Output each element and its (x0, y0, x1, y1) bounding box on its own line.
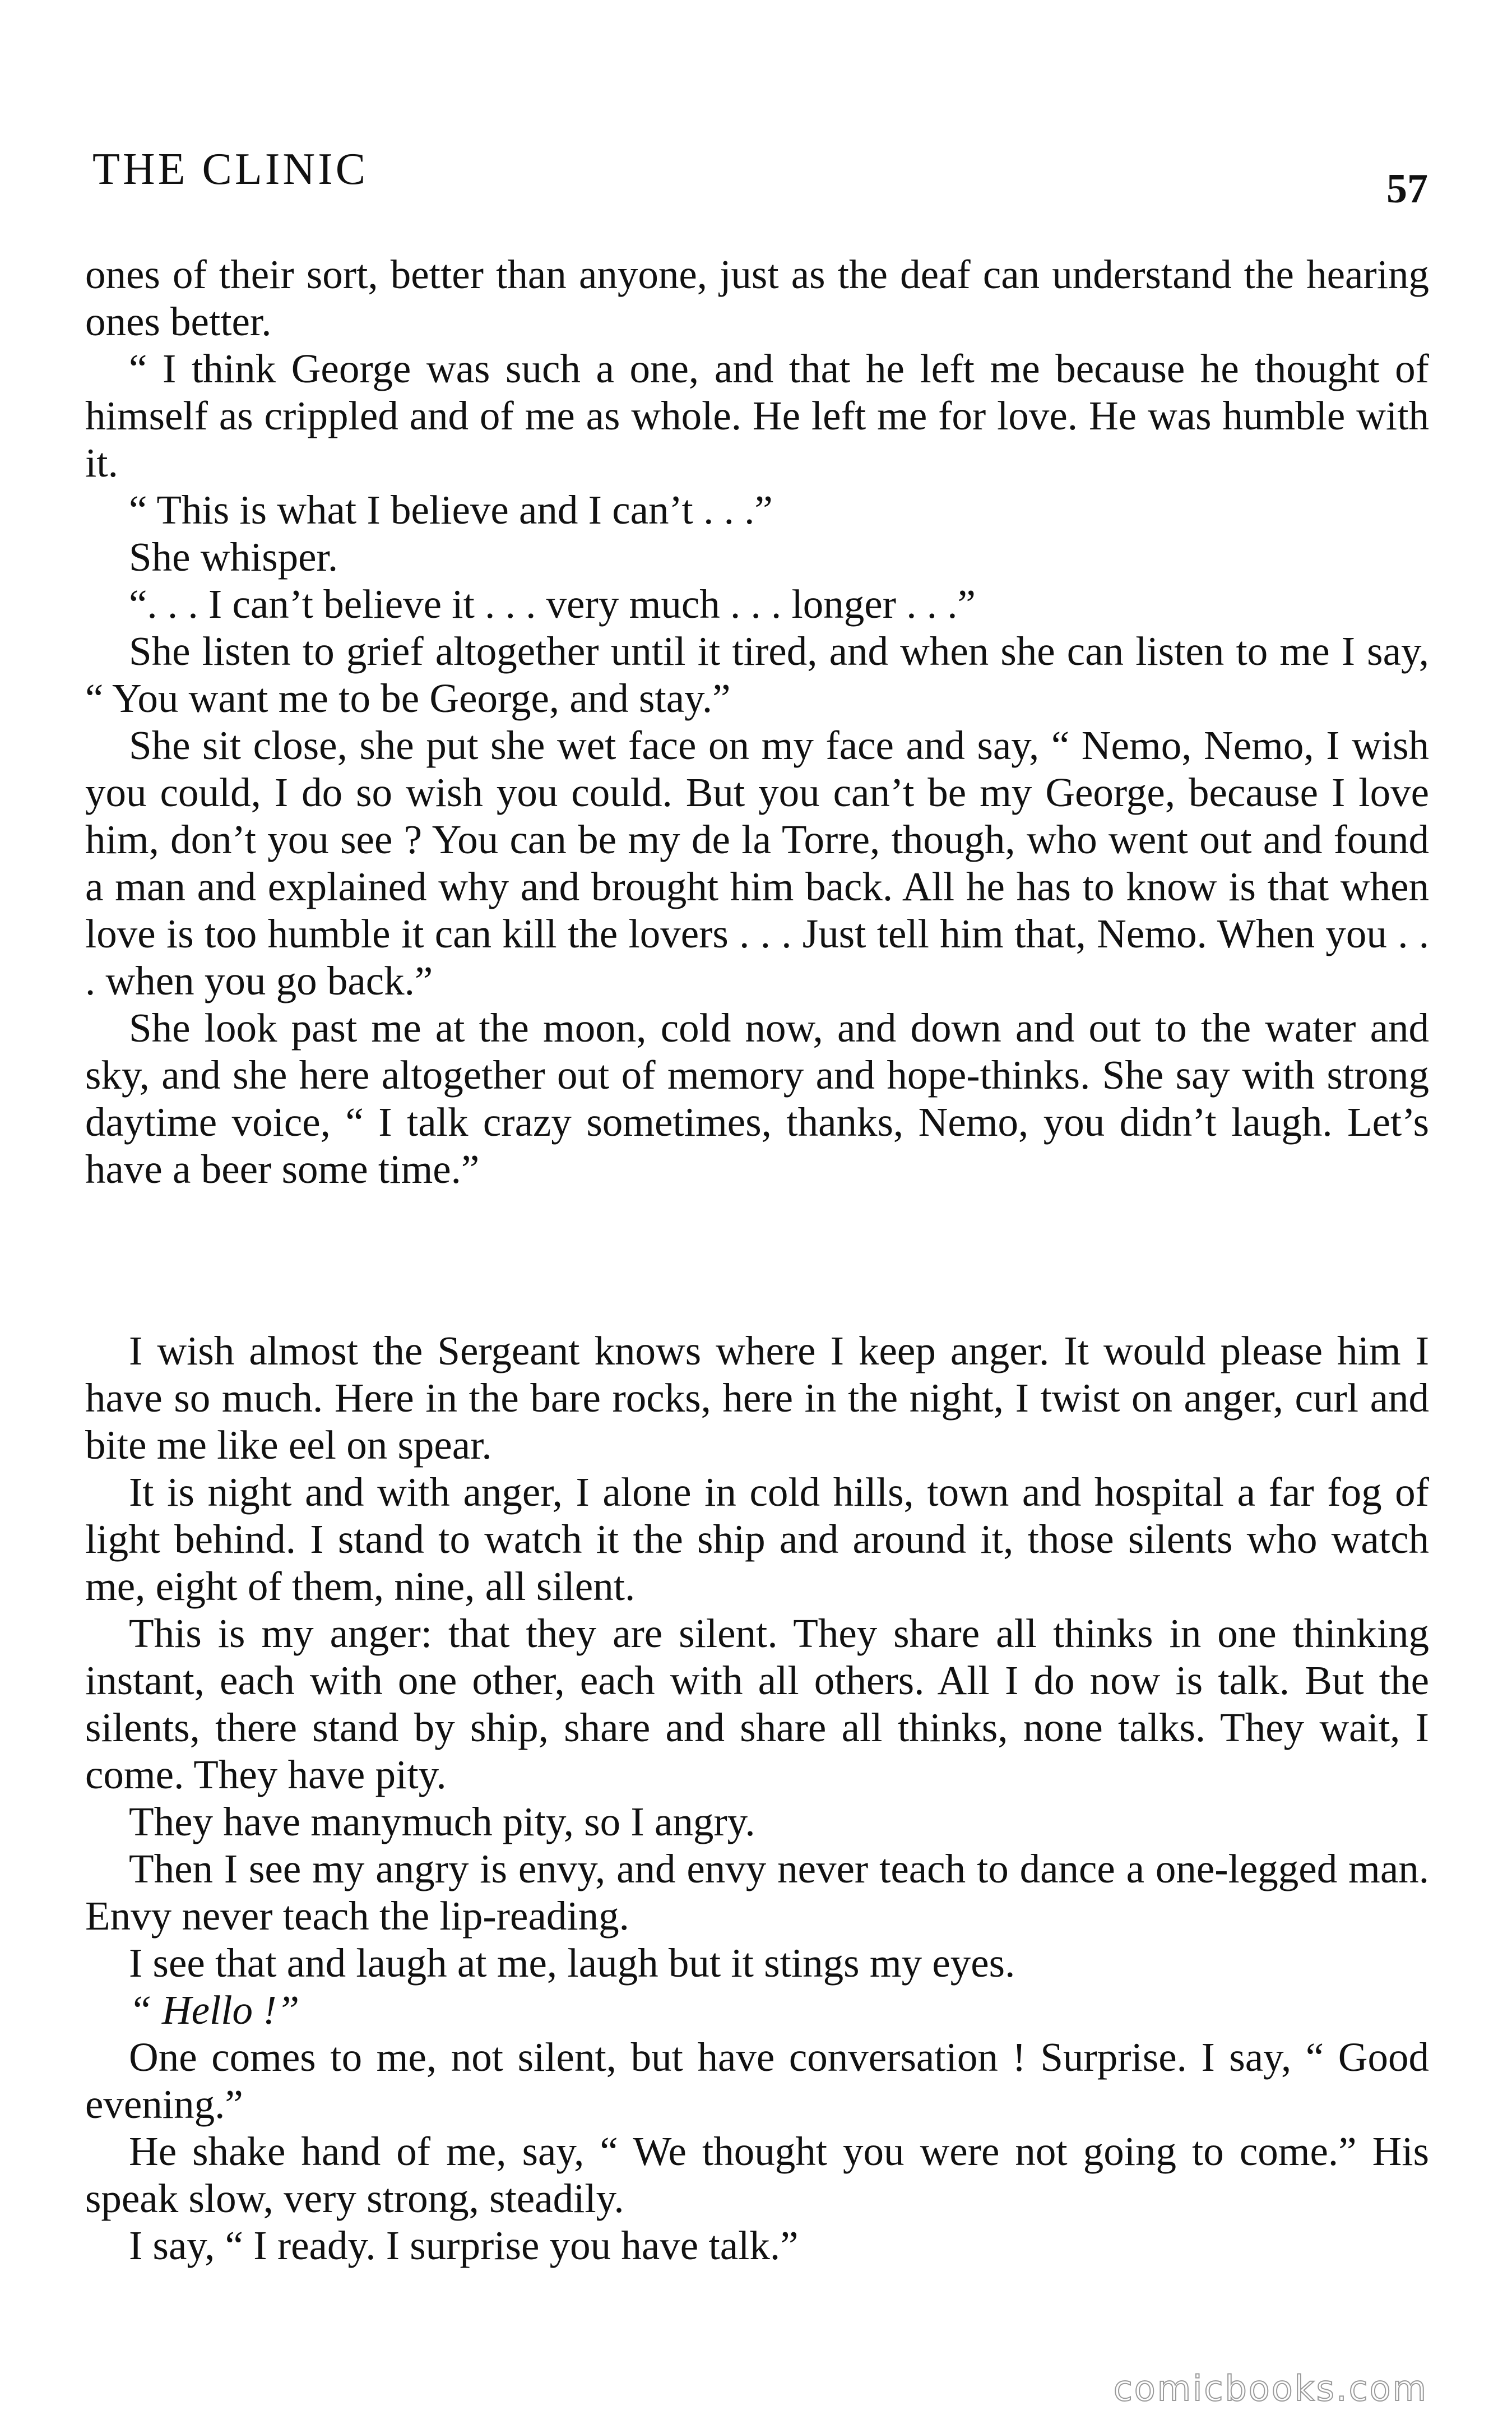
paragraph: She whisper. (129, 534, 338, 580)
paragraph: One comes to me, not silent, but have conversation ! Surprise. I say, “ Good evening.” (85, 2034, 1429, 2127)
running-head: THE CLINIC (92, 145, 369, 194)
text-section-2 (85, 1327, 1429, 2269)
paragraph: This is my anger: that they are silent. They share all thinks in one thinking instant, each with one other, each with all others. All I do now is talk. But the silents, there stand by ship, share and share all thinks, none talks. They wait, I come. They have pity. (85, 1611, 1429, 1797)
paragraph: “. . . I can’t believe it . . . very much . . . longer . . .” (129, 581, 976, 627)
paragraph: Then I see my angry is envy, and envy never teach to dance a one-legged man. Envy never teach the lip-reading. (85, 1846, 1429, 1939)
paragraph: I wish almost the Sergeant knows where I keep anger. It would please him I have so much. Here in the bare rocks, here in the night, I twist on anger, curl and bite me like eel on spear. (85, 1328, 1429, 1468)
paragraph: I see that and laugh at me, laugh but it stings my eyes. (129, 1940, 1015, 1986)
paragraph: She sit close, she put she wet face on my face and say, “ Nemo, Nemo, I wish you could, I do so wish you could. But you can’t be my George, because I love him, don’t you see ? You can be my de la Torre, though, who went out and found a man and explained why and brought him back. All he has to know is that when love is too humble it can kill the lovers . . . Just tell him that, Nemo. When you . . . when you go back.” (85, 723, 1429, 1003)
paragraph: They have manymuch pity, so I angry. (129, 1799, 755, 1844)
paragraph: ones of their sort, better than anyone, just as the deaf can understand the hearing ones better. (85, 252, 1429, 344)
paragraph: “ Hello !” (129, 1987, 300, 2033)
text-section-1 (85, 251, 1429, 1193)
paragraph: “ This is what I believe and I can’t . . .” (129, 487, 773, 533)
paragraph: She listen to grief altogether until it tired, and when she can listen to me I say, “ You want me to be George, and stay.” (85, 628, 1429, 721)
watermark: comicbooks.com (1113, 2368, 1428, 2409)
paragraph: She look past me at the moon, cold now, and down and out to the water and sky, and she here altogether out of memory and hope-thinks. She say with strong daytime voice, “ I talk crazy sometimes, thanks, Nemo, you didn’t laugh. Let’s have a beer some time.” (85, 1005, 1429, 1192)
paragraph: He shake hand of me, say, “ We thought you were not going to come.” His speak slow, very strong, steadily. (85, 2129, 1429, 2221)
paragraph: “ I think George was such a one, and that he left me because he thought of himself as crippled and of me as whole. He left me for love. He was humble with it. (85, 346, 1429, 485)
page-number: 57 (1386, 166, 1428, 212)
paragraph: It is night and with anger, I alone in cold hills, town and hospital a far fog of light behind. I stand to watch it the ship and around it, those silents who watch me, eight of them, nine, all silent. (85, 1469, 1429, 1609)
paragraph: I say, “ I ready. I surprise you have talk.” (129, 2223, 799, 2268)
